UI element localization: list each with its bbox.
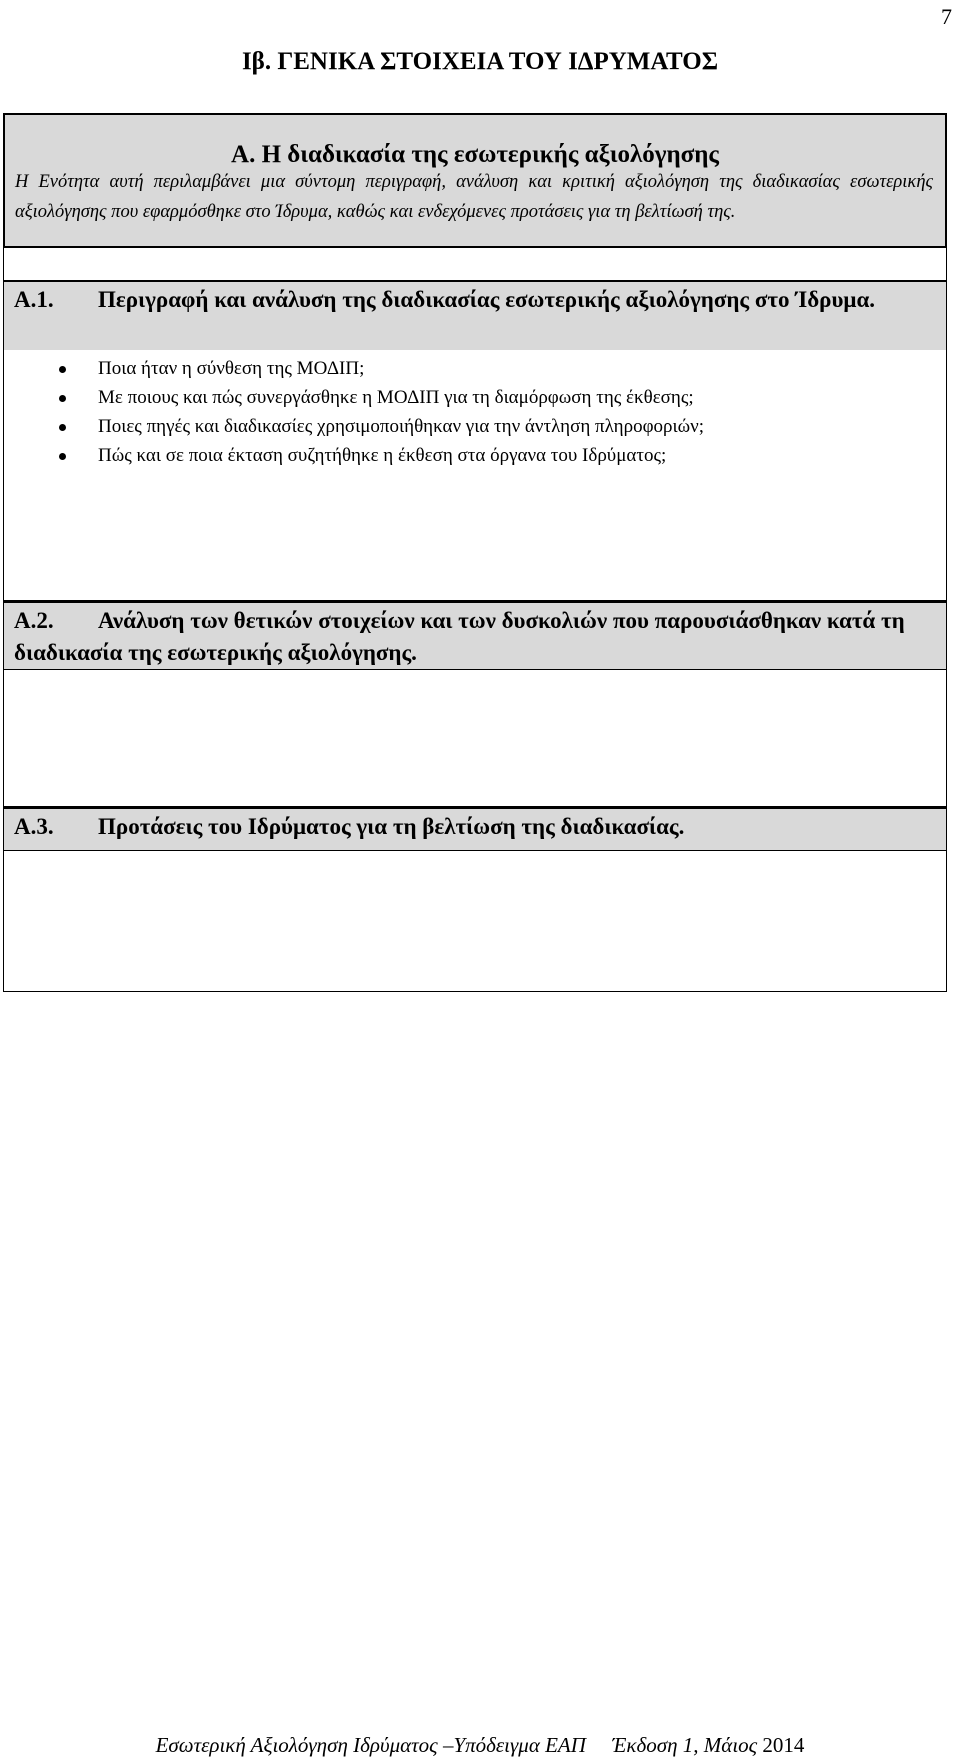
- page-number: 7: [941, 4, 952, 29]
- bullet-icon: [59, 395, 66, 402]
- section-a-box: [3, 113, 947, 248]
- bullet-icon: [59, 424, 66, 431]
- section-a-intro: Η Ενότητα αυτή περιλαμβάνει μια σύντομη περιγραφή, ανάλυση και κριτική αξιολόγηση της διαδικασίας εσωτερικής αξιολόγησης που εφαρμόσθηκε στο Ίδρυμα, καθώς και ενδεχόμενες προτάσεις για τη βελτίωσή της.: [15, 172, 933, 222]
- section-a-heading: Α. Η διαδικασία της εσωτερικής αξιολόγησης: [231, 141, 719, 168]
- section-a2-number: Α.2.: [14, 608, 54, 633]
- section-a3-number: Α.3.: [14, 814, 54, 839]
- list-item: Ποια ήταν η σύνθεση της ΜΟΔΙΠ;: [4, 354, 946, 383]
- section-a1-number: Α.1.: [14, 287, 54, 312]
- section-a1-header: [4, 282, 946, 350]
- section-a3-title: Προτάσεις του Ιδρύματος για τη βελτίωση της διαδικασίας.: [98, 814, 685, 839]
- list-item: Με ποιους και πώς συνεργάσθηκε η ΜΟΔΙΠ για τη διαμόρφωση της έκθεσης;: [4, 383, 946, 412]
- section-a3-box: [3, 807, 947, 992]
- section-a2-title: Ανάλυση των θετικών στοιχείων και των δυσκολιών που παρουσιάσθηκαν κατά τη διαδικασία της εσωτερικής αξιολόγησης.: [14, 608, 905, 665]
- page-footer: [0, 1733, 960, 1758]
- bullet-icon: [59, 453, 66, 460]
- list-item: Ποιες πηγές και διαδικασίες χρησιμοποιήθηκαν για την άντληση πληροφοριών;: [4, 412, 946, 441]
- blank-row: [4, 248, 946, 282]
- footer-year: 2014: [762, 1733, 805, 1757]
- section-a1-title: Περιγραφή και ανάλυση της διαδικασίας εσωτερικής αξιολόγησης στο Ίδρυμα.: [98, 287, 876, 312]
- chapter-title: Ιβ. ΓΕΝΙΚΑ ΣΤΟΙΧΕΙΑ ΤΟΥ ΙΔΡΥΜΑΤΟΣ: [241, 48, 719, 75]
- section-a2-header: [4, 603, 946, 670]
- section-a3-header: [4, 809, 946, 851]
- section-a1-box: [3, 248, 947, 601]
- footer-text: Εσωτερική Αξιολόγηση Ιδρύματος –Υπόδειγμα ΕΑΠ Έκδοση 1, Μάιος: [155, 1733, 758, 1757]
- section-a2-box: [3, 601, 947, 807]
- bullet-icon: [59, 366, 66, 373]
- question-list: [4, 354, 946, 470]
- list-item: Πώς και σε ποια έκταση συζητήθηκε η έκθεση στα όργανα του Ιδρύματος;: [4, 441, 946, 470]
